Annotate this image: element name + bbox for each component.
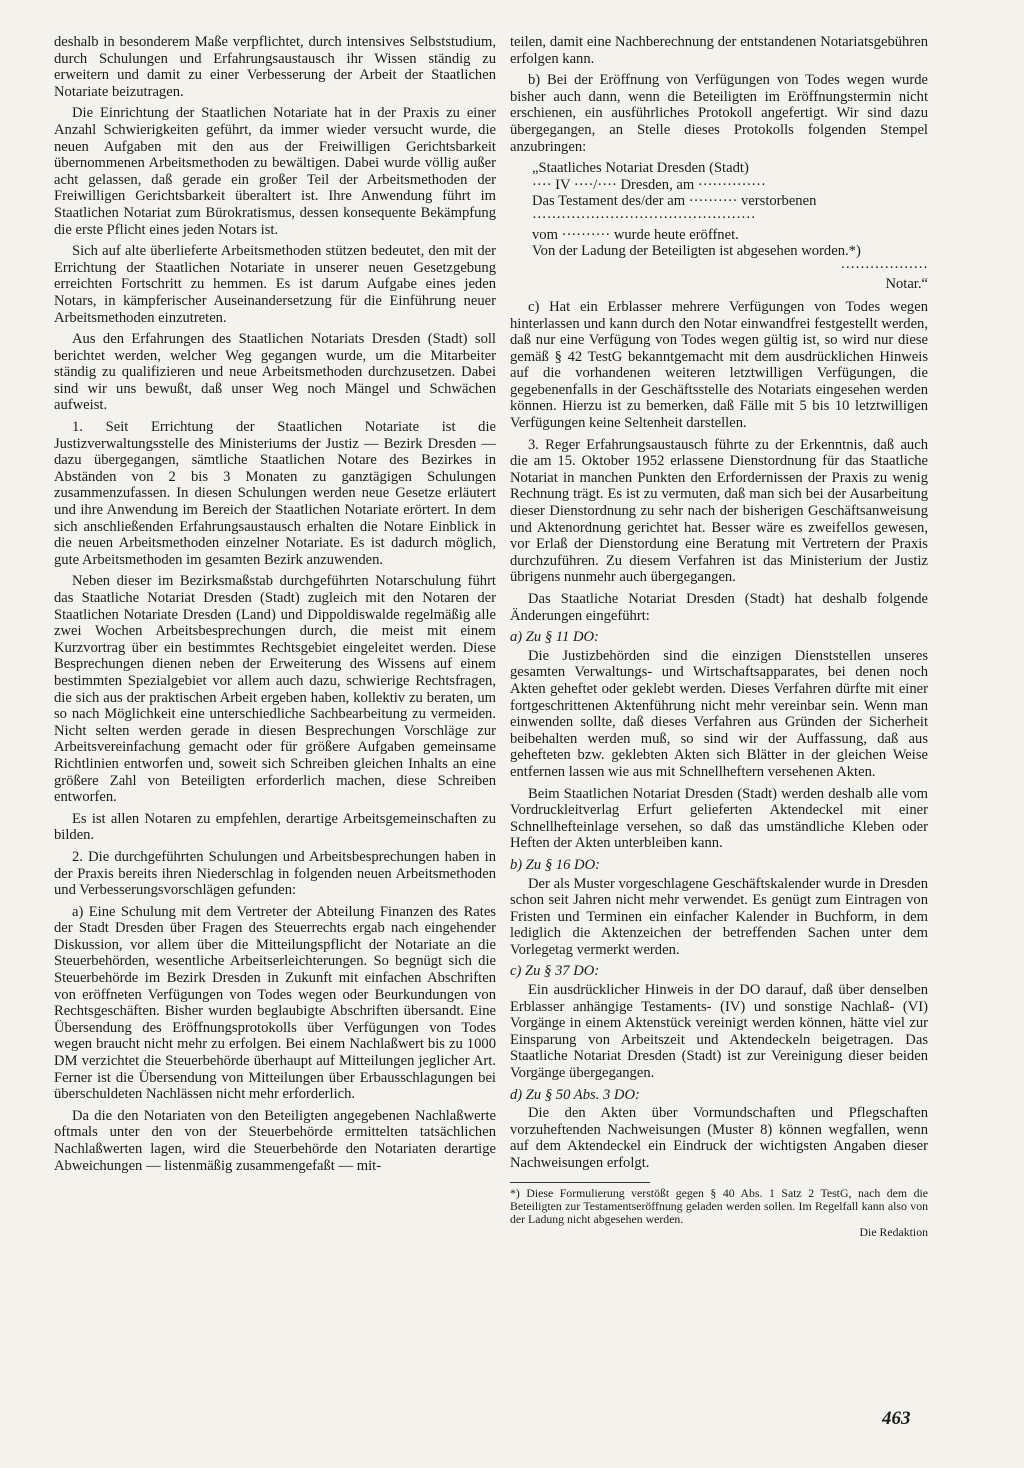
paragraph: Die Einrichtung der Staatlichen Notariate hat in der Praxis zu einer Anzahl Schwierigkeiten geführt, da immer wieder versucht wurde, die neuen Aufgaben mit den aus der Freiwilligen Gerichtsbarkeit übernommenen Arbeitsmethoden zu bewältigen. Dabei wurde völlig außer acht gelassen, daß gerade ein großer Teil der Arbeitsmethoden der Freiwilligen Gerichtsbarkeit überaltert ist. Ihre Anwendung führt im Staatlichen Notariat zum Bürokratismus, dessen konsequente Bekämpfung die erste Pflicht eines jeden Notars ist. [54,105,496,238]
subheading: a) Zu § 11 DO: [510,629,599,646]
paragraph: 3. Reger Erfahrungsaustausch führte zu der Erkenntnis, daß auch die am 15. Oktober 1952 erlassene Dienstordnung für das Staatliche Notariat in manchen Punkten den Erfordernissen der Praxis zu wenig Rechnung trägt. Es ist zu vermuten, daß man sich bei der Ausarbeitung dieser Dienstordnung zu sehr nach der bisherigen Geschäftsanweisung und Aktenordnung gerichtet hat. Besser wäre es zweifellos gewesen, vor Erlaß der Dienstordung eine Beratung mit Vertretern der Praxis durchzuführen. Zu diesem Verfahren ist das Ministerium der Justiz übrigens nunmehr auch übergegangen. [510,436,928,586]
stamp-line: ·············································· [532,209,756,226]
footnote-divider [510,1182,650,1183]
paragraph: c) Hat ein Erblasser mehrere Verfügungen von Todes wegen hinterlassen und kann durch den Notar einwandfrei festgestellt werden, daß nur eine Verfügung von Todes wegen gültig ist, so wird nur diese gemäß § 42 TestG bekanntgemacht mit dem ausdrücklichen Hinweis auf die vorhandenen weiteren letztwilligen Verfügungen, die gegebenenfalls in der Geschäftsstelle des Notariats eingesehen werden können. Hierzu ist zu bemerken, daß Fälle mit 5 bis 10 letztwilligen Verfügungen keine Seltenheit darstellen. [510,298,928,432]
paragraph: Die den Akten über Vormundschaften und Pflegschaften vorzuheftenden Nachweisungen (Muster 8) können wegfallen, wenn auf dem Aktendeckel ein Eindruck der wichtigsten Angaben dieser Nachweisungen erfolgt. [510,1105,928,1171]
paragraph: deshalb in besonderem Maße verpflichtet, durch intensives Selbststudium, durch Schulungen und Erfahrungsaustausch ihr Wissen ständig zu erweitern und damit zu einer Verbesserung der Arbeit der Staatlichen Notariate beizutragen. [54,34,496,100]
paragraph: 1. Seit Errichtung der Staatlichen Notariate ist die Justizverwaltungsstelle des Ministeriums der Justiz — Bezirk Dresden — dazu übergegangen, sämtliche Staatlichen Notare des Bezirkes in Abständen von 2 bis 3 Monaten zu ganztägigen Schulungen zusammenzufassen. In diesen Schulungen werden neue Gesetze erläutert und ihre Anwendung im Bereich der Staatlichen Notariate erörtert. In dem sich anschließenden Erfahrungsaustausch erhalten die Notare Einblick in die neuen Arbeitsmethoden einzelner Notariate. Es ist dadurch möglich, gute Arbeitsmethoden im gesamten Bezirk anzuwenden. [54,419,496,568]
subheading: d) Zu § 50 Abs. 3 DO: [510,1086,640,1103]
stamp-template [532,160,928,293]
left-column [54,34,496,1179]
stamp-line: „Staatliches Notariat Dresden (Stadt) [532,160,749,177]
stamp-line: ···· IV ····/···· Dresden, am ·············· [532,176,766,193]
paragraph: Da die den Notariaten von den Beteiligten angegebenen Nachlaßwerte oftmals unter den von der Steuerbehörde ermittelten tatsächlichen Nachlaßwerten lagen, wird die Steuerbehörde den Notariaten derartige Abweichungen — listenmäßig zusammengefaßt — mit- [54,1107,496,1174]
paragraph: Beim Staatlichen Notariat Dresden (Stadt) werden deshalb alle vom Vordruckleitverlag Erfurt gelieferten Aktendeckel mit einer Schnellhefteinlage versehen, so daß das umständliche Kleben oder Heften der Akten unterbleiben kann. [510,785,928,852]
paragraph: Die Justizbehörden sind die einzigen Dienststellen unseres gesamten Verwaltungs- und Wirtschaftsapparates, bei denen noch Akten geheftet oder geklebt werden. Dieses Verfahren dürfte mit einer fortgeschrittenen Aktenführung nicht mehr vereinbar sein. Wenn man einwenden sollte, daß dieses Verfahren aus Gründen der Sicherheit beibehalten werden muß, so sind wir der Auffassung, daß aus gehefteten bzw. geklebten Akten sich Blätter in der gleichen Weise entfernen lassen wie aus mit Schnellheftern versehenen Akten. [510,647,928,780]
page-number: 463 [882,1408,911,1429]
paragraph: Sich auf alte überlieferte Arbeitsmethoden stützen bedeutet, den mit der Errichtung der Staatlichen Notariate in unserer neuen Gesetzgebung erreichten Fortschritt zu hemmen. Es ist darum Aufgabe eines jeden Notars, in kämpferischer Auseinandersetzung für die Einführung neuer Arbeitsmethoden einzutreten. [54,243,496,326]
paragraph: b) Bei der Eröffnung von Verfügungen von Todes wegen wurde bisher auch dann, wenn die Beteiligten im Eröffnungstermin nicht erschienen, ein ausführliches Protokoll angefertigt. Wir sind dazu übergegangen, an Stelle dieses Protokolls folgenden Stempel anzubringen: [510,72,928,155]
paragraph: 2. Die durchgeführten Schulungen und Arbeitsbesprechungen haben in der Praxis bereits ihren Niederschlag in folgenden neuen Arbeitsmethoden und Verbesserungsvorschlägen gefunden: [54,848,496,899]
stamp-line: Von der Ladung der Beteiligten ist abgesehen worden.*) [532,243,861,260]
paragraph: Aus den Erfahrungen des Staatlichen Notariats Dresden (Stadt) soll berichtet werden, welcher Weg gegangen wurde, um die Mitarbeiter ständig zu qualifizieren und neue Arbeitsmethoden durchzusetzen. Dabei sind wir uns bewußt, daß unser Weg noch Mängel und Schwächen aufweist. [54,331,496,414]
paragraph: Ein ausdrücklicher Hinweis in der DO darauf, daß über denselben Erblasser anhängige Testaments- (IV) und sonstige Nachlaß- (VI) Vorgänge in einem Aktenstück vereinigt werden können, hätte viel zur Einsparung von Arbeitszeit und Aktendeckeln beigetragen. Das Staatliche Notariat Dresden (Stadt) ist zur Vereinigung dieser beiden Vorgänge übergegangen. [510,982,928,1082]
paragraph: a) Eine Schulung mit dem Vertreter der Abteilung Finanzen des Rates der Stadt Dresden über Fragen des Steuerrechts ergab nach eingehender Diskussion, vor allem über die Mitteilungspflicht der Notariate an die Steuerbehörden, wesentliche Arbeitserleichterungen. So begnügt sich die Steuerbehörde im Bezirk Dresden in Zukunft mit einfachen Abschriften von eröffneten Verfügungen von Todes wegen oder Beurkundungen von Rechtsgeschäften. Bisher wurden beglaubigte Abschriften übersandt. Eine Übersendung des Eröffnungsprotokolls über Verfügungen von Todes wegen braucht nicht mehr zu erfolgen. Bei einem Nachlaßwert bis zu 1000 DM verzichtet die Steuerbehörde überhaupt auf Mitteilungen jeglicher Art. Ferner ist die Übersendung von Mitteilungen über Erbausschlagungen bei überschuldeten Nachlässen nicht mehr erforderlich. [54,903,496,1103]
stamp-signature-line: ·················· [840,259,928,276]
paragraph: Neben dieser im Bezirksmaßstab durchgeführten Notarschulung führt das Staatliche Notariat Dresden (Stadt) zugleich mit den Notaren der Staatlichen Notariate Dresden (Land) und Dippoldiswalde regelmäßig alle zwei Wochen Arbeitsbesprechungen durch, die meist mit einem Kurzvortrag über ein bestimmtes Rechtsgebiet eingeleitet werden. Diese Besprechungen dienen neben der Erweiterung des Wissens auf einem bestimmten Spezialgebiet vor allem auch dazu, schwierige Rechtsfragen, die sich aus der praktischen Arbeit ergeben haben, kollektiv zu beraten, um so nach Möglichkeit eine unterschiedliche Sachbearbeitung zu vermeiden. Nicht selten werden gerade in diesen Besprechungen Vorschläge zur Arbeitsvereinfachung gemacht oder für größere Aufgaben gemeinsame Richtlinien entworfen und, soweit sich Schreiben gleichen Inhalts an eine größere Zahl von Beteiligten erforderlich machen, diese Schreiben entworfen. [54,573,496,806]
subheading: b) Zu § 16 DO: [510,856,600,873]
footnote [510,1187,928,1239]
footnote-text: *) Diese Formulierung verstößt gegen § 40 Abs. 1 Satz 2 TestG, nach dem die Beteiligten zur Testamentseröffnung geladen werden sollen. Im Regelfall kann also von der Ladung nicht abgesehen werden. [510,1185,928,1226]
paragraph: Der als Muster vorgeschlagene Geschäftskalender wurde in Dresden schon seit Jahren nicht mehr verwendet. Es genügt zum Eintragen von Fristen und Terminen ein einfacher Kalender in Buchform, in dem lediglich die Aktenzeichen der betreffenden Sachen unter dem Vorlegetag vermerkt werden. [510,875,928,958]
stamp-line: vom ·········· wurde heute eröffnet. [532,226,739,243]
right-column [510,34,928,1239]
paragraph: Es ist allen Notaren zu empfehlen, derartige Arbeitsgemeinschaften zu bilden. [54,810,496,844]
stamp-signature-label: Notar.“ [885,276,928,293]
paragraph: teilen, damit eine Nachberechnung der entstandenen Notariatsgebühren erfolgen kann. [510,34,928,67]
footnote-signature: Die Redaktion [859,1224,928,1239]
subheading: c) Zu § 37 DO: [510,963,600,980]
paragraph: Das Staatliche Notariat Dresden (Stadt) hat deshalb folgende Änderungen eingeführt: [510,591,928,624]
stamp-line: Das Testament des/der am ·········· verstorbenen [532,193,817,210]
